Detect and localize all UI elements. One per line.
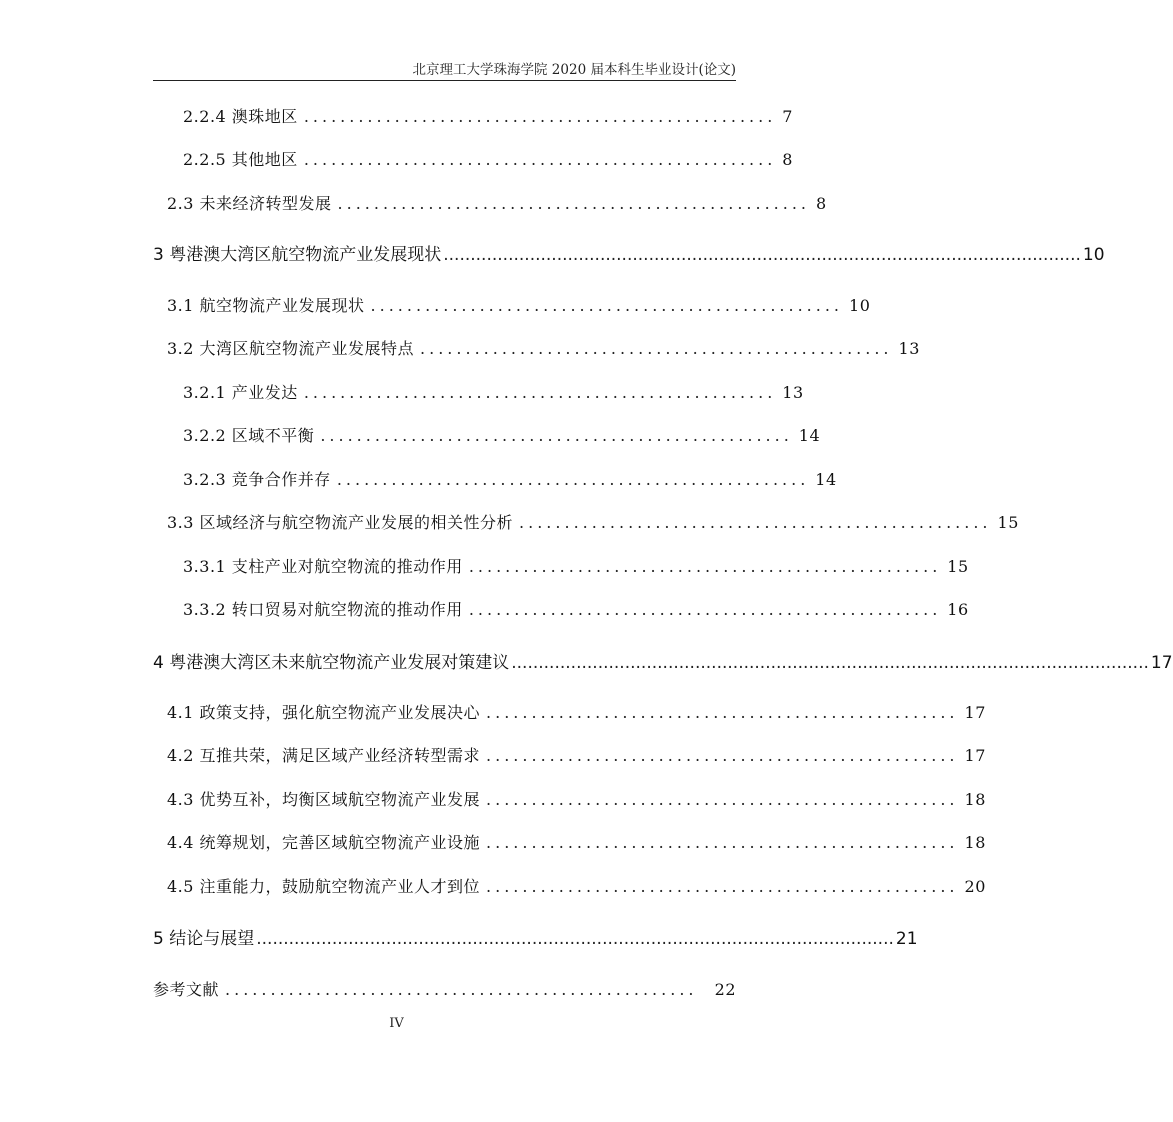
toc-entry-title: 3.2 大湾区航空物流产业发展特点: [167, 339, 415, 358]
toc-dot-leader: ....................................................: [303, 107, 777, 126]
toc-entry[interactable]: [167, 191, 827, 217]
toc-entry-title: 2.2.5 其他地区: [183, 150, 298, 169]
toc-entry-title: 4.4 统筹规划，完善区域航空物流产业设施: [167, 833, 481, 852]
page-header: 北京理工大学珠海学院 2020 届本科生毕业设计(论文): [412, 62, 736, 78]
toc-entry[interactable]: [183, 380, 804, 406]
header-divider: [153, 80, 736, 81]
toc-dot-leader: ....................................................: [486, 833, 959, 852]
toc-entry[interactable]: [183, 554, 969, 580]
toc-chapter-entry[interactable]: [153, 926, 918, 952]
toc-page-number: 21: [895, 929, 918, 949]
toc-entry-title: 4.5 注重能力，鼓励航空物流产业人才到位: [167, 877, 481, 896]
toc-entry[interactable]: [167, 700, 986, 726]
toc-dot-leader: ....................................................: [337, 194, 811, 213]
toc-entry-title: 3.1 航空物流产业发展现状: [167, 296, 365, 315]
toc-chapter-entry[interactable]: [153, 650, 1173, 676]
toc-dot-leader: ....................................................: [225, 980, 698, 999]
toc-page-number: 15: [947, 557, 969, 576]
toc-dot-leader: ....................................................: [519, 513, 992, 532]
toc-page-number: 8: [816, 194, 827, 213]
toc-page-number: 17: [964, 703, 986, 722]
toc-entry-title: 4 粤港澳大湾区未来航空物流产业发展对策建议: [153, 653, 510, 673]
toc-page-number: 17: [964, 746, 986, 765]
toc-page-number: 22: [714, 980, 736, 999]
toc-entry[interactable]: [183, 104, 793, 130]
toc-dot-leader: ....................................................: [320, 426, 793, 445]
toc-entry[interactable]: [167, 743, 986, 769]
toc-page-number: 18: [964, 790, 986, 809]
toc-dot-leader: ....................................................: [486, 703, 959, 722]
toc-entry-title: 5 结论与展望: [153, 929, 255, 949]
toc-entry-title: 4.3 优势互补，均衡区域航空物流产业发展: [167, 790, 481, 809]
toc-entry-title: 3.3.1 支柱产业对航空物流的推动作用: [183, 557, 463, 576]
toc-dot-leader: ....................................................: [370, 296, 844, 315]
toc-dot-leader: ....................................................: [486, 746, 959, 765]
toc-dot-leader: ......................................................................................................................: [511, 653, 1149, 673]
toc-entry-title: 3.3 区域经济与航空物流产业发展的相关性分析: [167, 513, 514, 532]
toc-dot-leader: ....................................................: [468, 557, 942, 576]
toc-dot-leader: ....................................................: [303, 150, 777, 169]
toc-entry-title: 3 粤港澳大湾区航空物流产业发展现状: [153, 245, 442, 265]
toc-dot-leader: ....................................................: [486, 877, 959, 896]
toc-entry[interactable]: [167, 830, 986, 856]
page-number-footer: IV: [389, 1016, 404, 1031]
toc-page-number: 13: [782, 383, 804, 402]
toc-entry[interactable]: [183, 147, 793, 173]
toc-page-number: 16: [947, 600, 969, 619]
toc-entry-title: 3.3.2 转口贸易对航空物流的推动作用: [183, 600, 463, 619]
toc-entry-title: 4.1 政策支持，强化航空物流产业发展决心: [167, 703, 481, 722]
toc-entry-title: 4.2 互推共荣，满足区域产业经济转型需求: [167, 746, 481, 765]
toc-dot-leader: ....................................................: [336, 470, 810, 489]
toc-entry[interactable]: [167, 293, 871, 319]
toc-entry[interactable]: [183, 597, 969, 623]
toc-dot-leader: ....................................................: [420, 339, 893, 358]
toc-page-number: 13: [898, 339, 920, 358]
toc-entry[interactable]: [183, 467, 837, 493]
toc-entry-title: 3.2.3 竞争合作并存: [183, 470, 331, 489]
toc-dot-leader: ......................................................................................................................: [256, 929, 894, 949]
toc-entry[interactable]: [167, 510, 1019, 536]
toc-dot-leader: ......................................................................................................................: [443, 245, 1081, 265]
toc-page-number: 14: [815, 470, 837, 489]
toc-page-number: 15: [997, 513, 1019, 532]
toc-page-number: 14: [798, 426, 821, 445]
toc-page-number: 20: [964, 877, 986, 896]
toc-entry-title: 3.2.2 区域不平衡: [183, 426, 315, 445]
toc-entry-title: 2.3 未来经济转型发展: [167, 194, 332, 213]
toc-entry[interactable]: [153, 977, 736, 1003]
toc-entry[interactable]: [167, 874, 986, 900]
toc-page-number: 17: [1150, 653, 1173, 673]
toc-dot-leader: ....................................................: [303, 383, 777, 402]
toc-page-number: 10: [1082, 245, 1105, 265]
toc-entry[interactable]: [183, 423, 821, 449]
toc-entry-title: 3.2.1 产业发达: [183, 383, 298, 402]
toc-page-number: 7: [782, 107, 793, 126]
toc-dot-leader: ....................................................: [468, 600, 942, 619]
toc-page-number: 18: [964, 833, 986, 852]
toc-chapter-entry[interactable]: [153, 242, 1105, 268]
toc-entry[interactable]: [167, 787, 986, 813]
toc-entry-title: 2.2.4 澳珠地区: [183, 107, 298, 126]
toc-page-number: 8: [782, 150, 793, 169]
toc-entry[interactable]: [167, 336, 920, 362]
toc-dot-leader: ....................................................: [486, 790, 959, 809]
toc-page-number: 10: [849, 296, 871, 315]
toc-entry-title: 参考文献: [153, 980, 220, 999]
